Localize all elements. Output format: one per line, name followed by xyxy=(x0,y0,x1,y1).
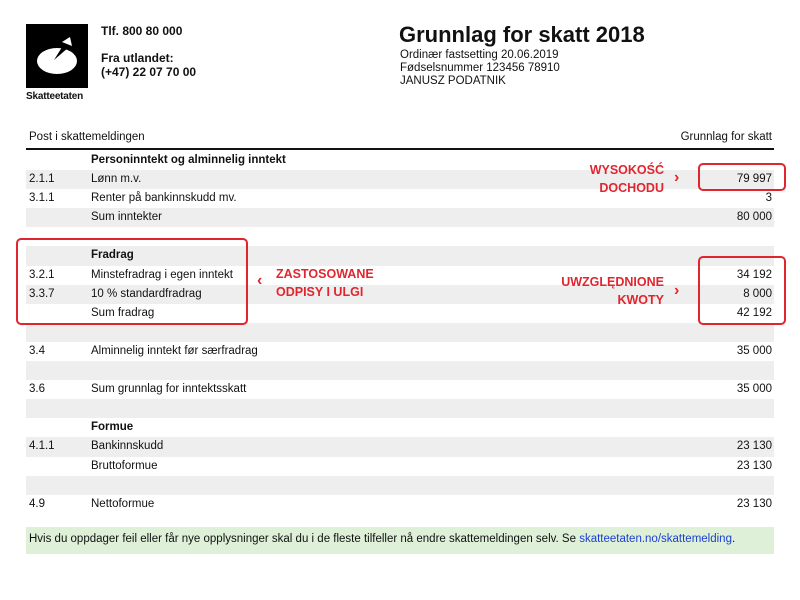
abroad-label: Fra utlandet: xyxy=(101,51,174,65)
section-heading: Personinntekt og alminnelig inntekt xyxy=(91,154,286,166)
table-row xyxy=(26,418,774,437)
row-label: Minstefradrag i egen inntekt xyxy=(91,268,233,281)
row-label: Sum grunnlag for inntektsskatt xyxy=(91,383,247,396)
row-code: 4.1.1 xyxy=(29,440,55,453)
abroad-phone: (+47) 22 07 70 00 xyxy=(101,65,197,79)
income-annotation-line1: WYSOKOŚĆ xyxy=(589,163,664,177)
note-end: . xyxy=(731,533,736,545)
amounts-annotation xyxy=(546,273,664,309)
section-heading: Fradrag xyxy=(91,249,134,262)
amounts-annotation-line2: KWOTY xyxy=(617,293,664,307)
row-code: 3.2.1 xyxy=(29,268,55,281)
deductions-annotation-line1: ZASTOSOWANE xyxy=(276,267,374,281)
row-value: 23 130 xyxy=(736,459,772,472)
info-note xyxy=(26,527,774,554)
row-code: 3.6 xyxy=(29,383,45,396)
row-value: 42 192 xyxy=(736,306,772,319)
row-value: 79 997 xyxy=(736,173,772,186)
section-heading: Formue xyxy=(91,421,134,434)
skatteetaten-logo xyxy=(26,24,88,88)
row-value: 34 192 xyxy=(736,268,772,281)
table-row xyxy=(26,380,774,399)
row-value: 80 000 xyxy=(736,211,772,224)
page-title: Grunnlag for skatt 2018 xyxy=(399,22,645,47)
row-value: 35 000 xyxy=(736,344,772,357)
row-value: 8 000 xyxy=(743,287,772,300)
row-label: 10 % standardfradrag xyxy=(91,287,202,300)
row-label: Renter på bankinnskudd mv. xyxy=(91,192,237,205)
header-divider xyxy=(26,148,774,150)
deductions-annotation-line2: ODPISY I ULGI xyxy=(276,285,364,299)
table-spacer-row xyxy=(26,323,774,342)
birth-number: Fødselsnummer 123456 78910 xyxy=(400,62,560,74)
row-label: Bankinnskudd xyxy=(91,440,164,453)
income-arrow-icon: › xyxy=(674,169,680,186)
row-label: Alminnelig inntekt før særfradrag xyxy=(91,344,258,357)
column-header-basis: Grunnlag for skatt xyxy=(680,131,772,143)
row-code: 3.4 xyxy=(29,344,45,357)
logo-text: Skatteetaten xyxy=(26,91,84,102)
logo-icon xyxy=(26,24,88,88)
row-label: Sum fradrag xyxy=(91,306,155,319)
table-header xyxy=(26,131,774,148)
deductions-arrow-icon: ‹ xyxy=(257,272,263,289)
table-spacer-row xyxy=(26,476,774,495)
amounts-annotation-line1: UWZGLĘDNIONE xyxy=(561,275,664,289)
deductions-highlight-box xyxy=(16,238,248,325)
table-row xyxy=(26,208,774,227)
row-value: 23 130 xyxy=(736,497,772,510)
table-spacer-row xyxy=(26,399,774,418)
table-row xyxy=(26,342,774,361)
phone-number: Tlf. 800 80 000 xyxy=(101,24,183,38)
row-code: 3.3.7 xyxy=(29,287,55,300)
table-row xyxy=(26,495,774,514)
row-label: Nettoformue xyxy=(91,497,155,510)
row-value: 35 000 xyxy=(736,383,772,396)
amounts-arrow-icon: › xyxy=(674,282,680,299)
taxpayer-name: JANUSZ PODATNIK xyxy=(400,75,506,87)
row-label: Lønn m.v. xyxy=(91,173,142,186)
column-header-post: Post i skattemeldingen xyxy=(29,131,145,143)
amounts-highlight-box xyxy=(698,256,786,325)
row-code: 3.1.1 xyxy=(29,192,55,205)
income-annotation xyxy=(586,161,664,197)
table-spacer-row xyxy=(26,361,774,380)
skattemelding-link[interactable]: skatteetaten.no/skattemelding xyxy=(579,533,732,545)
row-label: Sum inntekter xyxy=(91,211,162,224)
tax-table xyxy=(26,151,774,514)
row-code: 4.9 xyxy=(29,497,45,510)
assessment-date: Ordinær fastsetting 20.06.2019 xyxy=(400,49,559,61)
table-row xyxy=(26,437,774,456)
row-value: 23 130 xyxy=(736,440,772,453)
row-code: 2.1.1 xyxy=(29,173,55,186)
income-annotation-line2: DOCHODU xyxy=(599,181,664,195)
deductions-annotation xyxy=(276,265,374,301)
row-label: Bruttoformue xyxy=(91,459,158,472)
income-highlight-box xyxy=(698,163,786,191)
table-row xyxy=(26,457,774,476)
note-text: Hvis du oppdager feil eller får nye opplysninger skal du i de fleste tilfeller nå endre skattemeldingen selv. Se xyxy=(29,533,580,545)
row-value: 3 xyxy=(765,192,772,205)
